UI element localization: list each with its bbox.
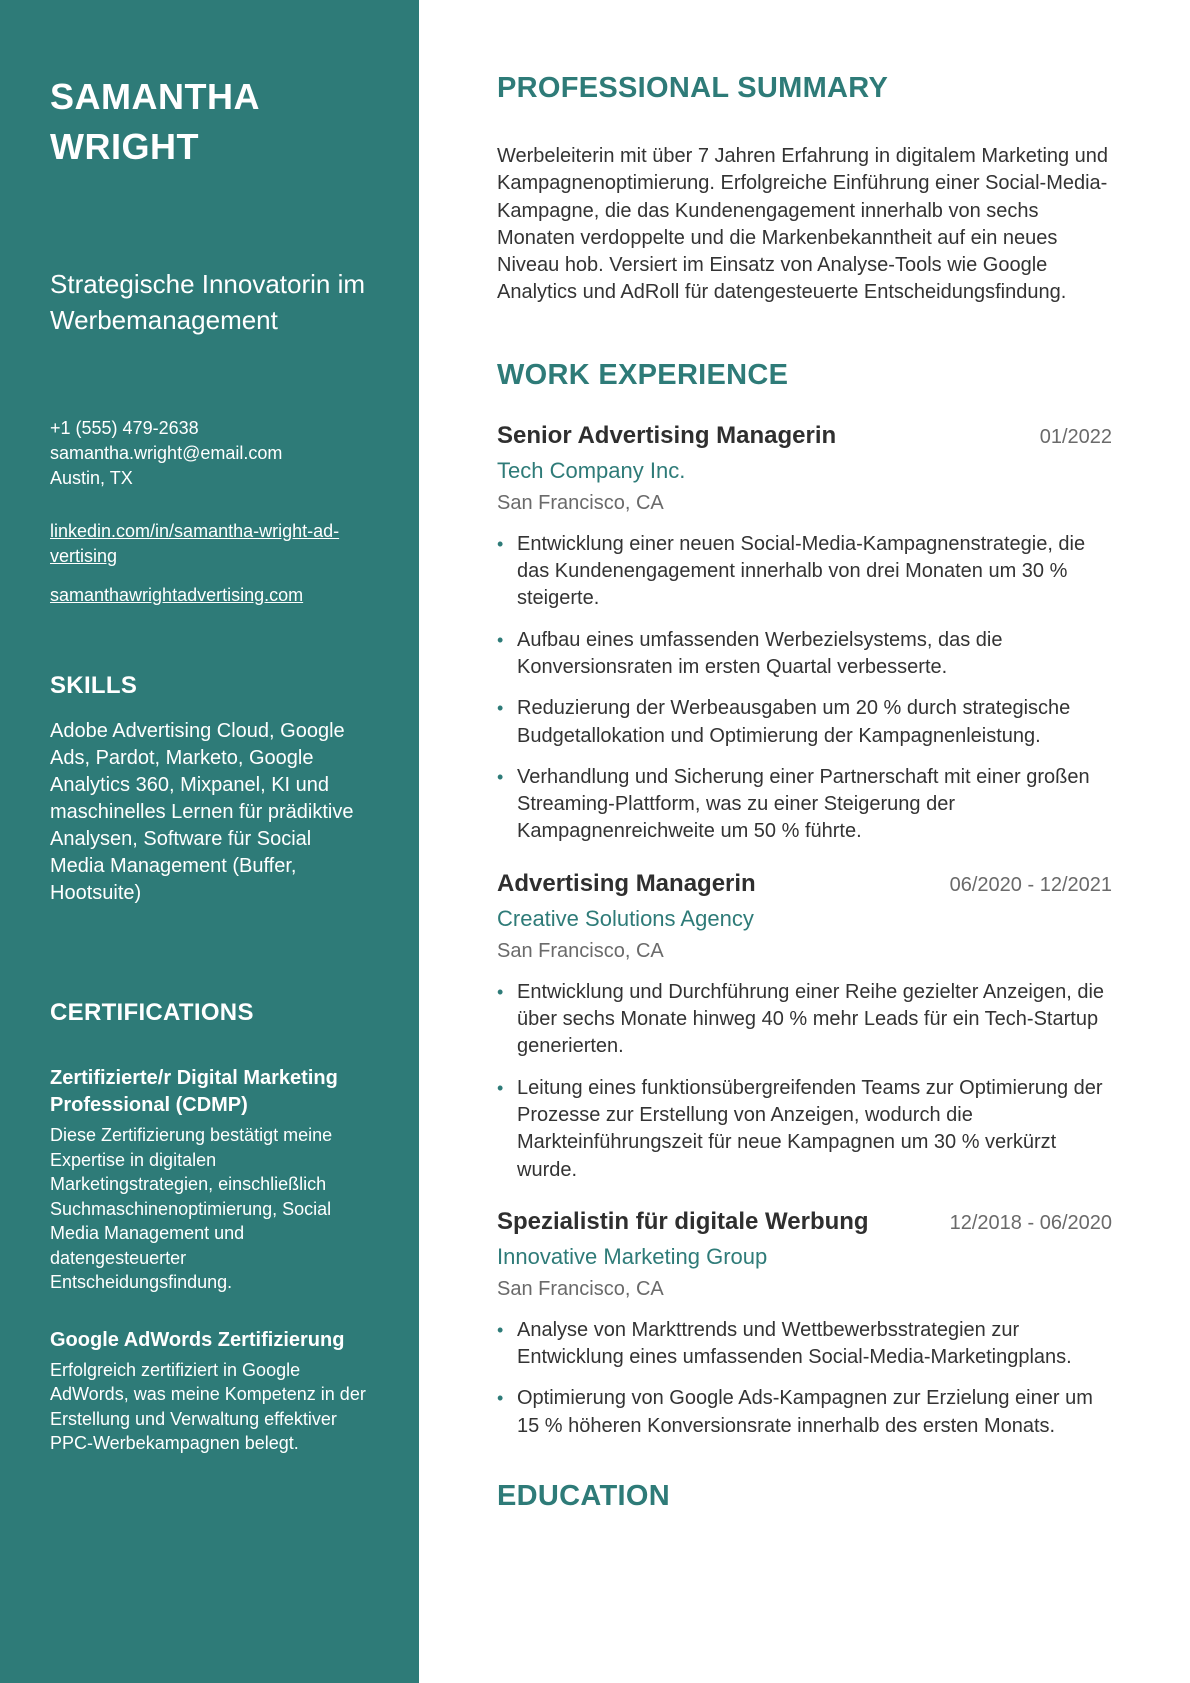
summary-text: Werbeleiterin mit über 7 Jahren Erfahrung in digitalem Marketing und Kampagnenoptimierung. Erfolgreiche Einführung einer Social-Media-Kampagne, die das Kundenengagement innerhalb von sechs Monaten verdoppelte und die Markenbekanntheit auf ein neues Niveau hob. Versiert im Einsatz von Analyse-Tools wie Google Analytics und AdRoll für datengesteuerte Entscheidungsfindung. [497, 145, 1109, 304]
candidate-name: SAMANTHA WRIGHT [50, 76, 259, 167]
job-location: San Francisco, CA [497, 939, 664, 962]
phone-number: +1 (555) 479-2638 [50, 418, 199, 438]
bullet-dot-icon: • [497, 1077, 504, 1098]
job-bullet [497, 979, 1112, 1061]
job-bullet-text: Optimierung von Google Ads-Kampagnen zur Erzielung einer um 15 % höheren Konversionsrate innerhalb des ersten Monats. [517, 1387, 1093, 1437]
bullet-dot-icon: • [497, 698, 504, 719]
job-title: Advertising Managerin [497, 869, 756, 897]
job-bullet-text: Verhandlung und Sicherung einer Partnerschaft mit einer großen Streaming-Plattform, was zu einer Steigerung der Kampagnenreichweite um 50 % führte. [517, 765, 1090, 843]
bullet-dot-icon: • [497, 629, 504, 650]
job-location: San Francisco, CA [497, 1277, 664, 1300]
job-header [497, 1208, 1112, 1236]
education-heading: EDUCATION [497, 1480, 670, 1513]
bullet-dot-icon: • [497, 1388, 504, 1409]
linkedin-link[interactable]: linkedin.com/in/samantha-wright-ad-vertising [50, 521, 340, 566]
job-bullet [497, 1385, 1112, 1440]
certification-item [50, 1065, 371, 1295]
summary-heading: PROFESSIONAL SUMMARY [497, 72, 889, 104]
bullet-dot-icon: • [497, 533, 504, 554]
job-header [497, 870, 1112, 898]
certification-item [50, 1327, 371, 1456]
job-date: 01/2022 [1039, 425, 1112, 448]
job-bullet [497, 531, 1112, 613]
job-entry [497, 422, 1112, 846]
job-company: Creative Solutions Agency [497, 905, 754, 931]
job-company: Tech Company Inc. [497, 457, 686, 483]
location: Austin, TX [50, 468, 133, 488]
job-bullet-text: Analyse von Markttrends und Wettbewerbsstrategien zur Entwicklung eines umfassenden Social-Media-Marketingplans. [517, 1318, 1072, 1369]
contact-block [50, 416, 371, 491]
bullet-dot-icon: • [497, 1319, 504, 1340]
main-content [419, 0, 1190, 1683]
job-date: 12/2018 - 06/2020 [949, 1211, 1112, 1234]
job-bullet-text: Entwicklung und Durchführung einer Reihe gezielter Anzeigen, die über sechs Monate hinweg 40 % mehr Leads für ein Tech-Startup generierten. [517, 980, 1105, 1058]
job-bullet-text: Entwicklung einer neuen Social-Media-Kampagnenstrategie, die das Kundenengagement innerhalb von drei Monaten um 30 % steigerte. [517, 532, 1086, 610]
certification-title: Google AdWords Zertifizierung [50, 1328, 345, 1351]
job-date: 06/2020 - 12/2021 [949, 873, 1112, 896]
job-bullets [497, 531, 1112, 846]
skills-heading: SKILLS [50, 672, 138, 699]
candidate-tagline: Strategische Innovatorin im Werbemanagement [50, 269, 366, 335]
skills-text: Adobe Advertising Cloud, Google Ads, Pardot, Marketo, Google Analytics 360, Mixpanel, KI und maschinelles Lernen für prädiktive Analysen, Software für Social Media Management (Buffer, Hootsuite) [50, 720, 354, 904]
certifications-heading: CERTIFICATIONS [50, 999, 254, 1026]
job-bullets [497, 979, 1112, 1184]
job-location: San Francisco, CA [497, 491, 664, 514]
jobs-list [497, 422, 1112, 1440]
job-bullets [497, 1317, 1112, 1440]
job-bullet-text: Aufbau eines umfassenden Werbezielsystems, das die Konversionsraten im ersten Quartal verbesserte. [517, 628, 1003, 678]
job-entry [497, 1208, 1112, 1440]
job-header [497, 422, 1112, 450]
job-bullet [497, 764, 1112, 846]
job-bullet-text: Leitung eines funktionsübergreifenden Teams zur Optimierung der Prozesse zur Erstellung von Anzeigen, wodurch die Markteinführungszeit für neue Kampagnen um 30 % verkürzt wurde. [517, 1076, 1103, 1181]
bullet-dot-icon: • [497, 766, 504, 787]
job-entry [497, 870, 1112, 1184]
website-link[interactable]: samanthawrightadvertising.com [50, 585, 304, 605]
certifications-list [50, 1065, 371, 1456]
work-experience-heading: WORK EXPERIENCE [497, 358, 789, 391]
job-title: Spezialistin für digitale Werbung [497, 1207, 869, 1235]
bullet-dot-icon: • [497, 981, 504, 1002]
job-bullet [497, 695, 1112, 750]
job-bullet [497, 1317, 1112, 1372]
job-bullet [497, 1075, 1112, 1184]
certification-title: Zertifizierte/r Digital Marketing Professional (CDMP) [50, 1067, 338, 1116]
certification-description: Erfolgreich zertifiziert in Google AdWords, was meine Kompetenz in der Erstellung und Verwaltung effektiver PPC-Werbekampagnen belegt. [50, 1359, 366, 1453]
job-bullet-text: Reduzierung der Werbeausgaben um 20 % durch strategische Budgetallokation und Optimierung der Kampagnenleistung. [517, 697, 1071, 747]
certification-description: Diese Zertifizierung bestätigt meine Expertise in digitalen Marketingstrategien, einschließlich Suchmaschinenoptimierung, Social Media Management und datengesteuerter Entscheidungsfindung. [50, 1125, 333, 1292]
job-bullet [497, 627, 1112, 682]
job-title: Senior Advertising Managerin [497, 421, 837, 449]
job-company: Innovative Marketing Group [497, 1243, 768, 1269]
links-block [50, 519, 371, 608]
email-address: samantha.wright@email.com [50, 443, 283, 463]
sidebar [0, 0, 419, 1683]
